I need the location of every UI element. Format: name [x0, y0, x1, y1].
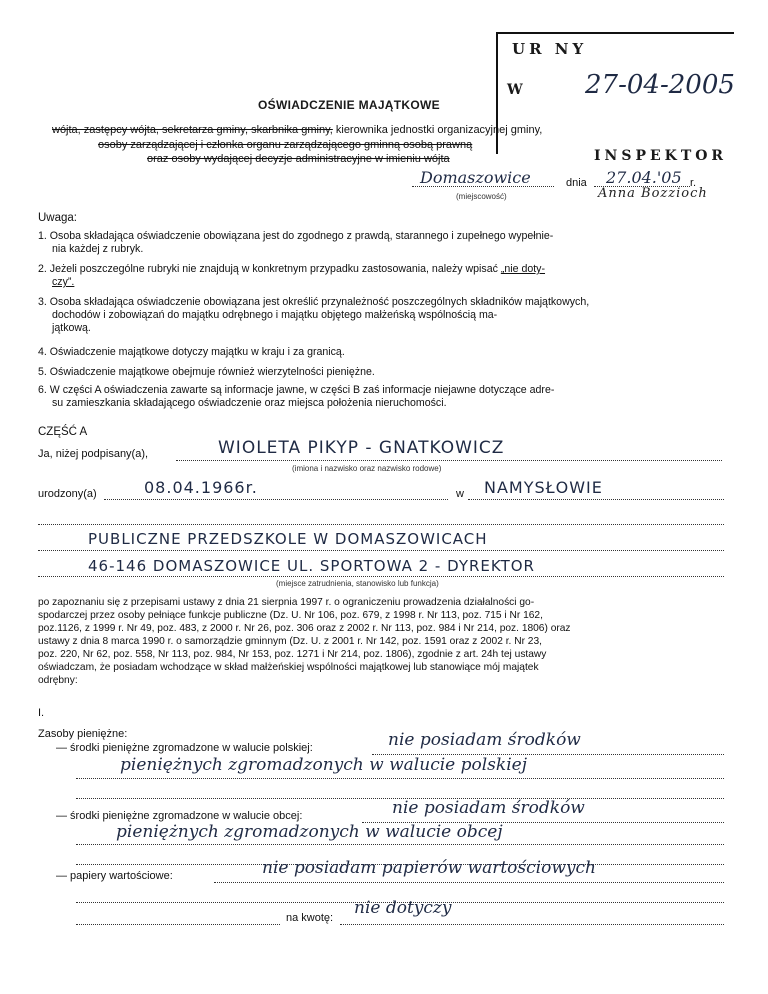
- note-5: 5. Oświadczenie majątkowe obejmuje również wierzytelności pieniężne.: [38, 366, 375, 378]
- foreign-line-2: pieniężnych zgromadzonych w walucie obcej: [116, 822, 503, 842]
- note-6: [38, 384, 726, 410]
- legal-line-3: poz.1126, z 1999 r. Nr 49, poz. 483, z 2000 r. Nr 26, poz. 306 oraz z 2002 r. Nr 113, poz. 984 i Nr 214, poz. 1806) oraz: [38, 623, 571, 634]
- stamp-top-text: UR NY: [512, 40, 588, 58]
- note-2: [38, 263, 726, 289]
- employment-dots-0: [38, 524, 724, 525]
- amount-dots: [340, 924, 724, 925]
- born-dots: [104, 499, 448, 500]
- place-value: Domaszowice: [420, 168, 531, 187]
- note-1-line-2: nia każdej z rubryk.: [52, 243, 144, 255]
- born-in-dots: [468, 499, 724, 500]
- note-1-line-1: 1. Osoba składająca oświadczenie obowiązana jest do zgodnego z prawdą, starannego i zupełnego wypełnie-: [38, 230, 554, 242]
- place-dots: [412, 186, 554, 187]
- note-3-line-2: dochodów i zobowiązań do majątku odrębnego i majątku objętego małżeńską wspólnością ma-: [52, 309, 498, 321]
- signed-label: Ja, niżej podpisany(a),: [38, 448, 149, 460]
- note-3: [38, 296, 726, 335]
- section-1-number: I.: [38, 707, 45, 719]
- note-6-line-2: su zamieszkania składającego oświadczenie oraz miejsca położenia nieruchomości.: [52, 397, 447, 409]
- header-line-1-struck: wójta, zastępcy wójta, sekretarza gminy, skarbnika gminy,: [52, 124, 333, 136]
- pln-dots-2: [76, 778, 724, 779]
- note-4: 4. Oświadczenie majątkowe dotyczy majątku w kraju i za granicą.: [38, 346, 345, 358]
- place-caption: (miejscowość): [456, 192, 507, 201]
- notes-heading: Uwaga:: [38, 212, 77, 224]
- born-in-value: NAMYSŁOWIE: [484, 478, 603, 497]
- employment-dots-2: [38, 576, 724, 577]
- legal-line-5: poz. 220, Nr 62, poz. 558, Nr 113, poz. 984, Nr 153, poz. 1271 i Nr 214, poz. 1806), zgodnie z art. 24h tej ustawy: [38, 649, 547, 660]
- securities-label: — papiery wartościowe:: [56, 870, 173, 882]
- legal-line-4: ustawy z dnia 8 marca 1990 r. o samorządzie gminnym (Dz. U. z 2001 r. Nr 142, poz. 1591 oraz z 2002 r. Nr 23,: [38, 636, 542, 647]
- born-in-label: w: [456, 488, 464, 500]
- note-3-line-3: jątkową.: [52, 322, 91, 334]
- stamp-inspector: INSPEKTOR: [594, 148, 728, 164]
- legal-line-1: po zapoznaniu się z przepisami ustawy z dnia 21 sierpnia 1997 r. o ograniczeniu prowadzenia działalności go-: [38, 597, 535, 608]
- legal-line-2: spodarczej przez osoby pełniące funkcje publiczne (Dz. U. Nr 106, poz. 679, z 1998 r. Nr 113, poz. 715 i Nr 162,: [38, 610, 543, 621]
- signed-dots: [176, 460, 722, 461]
- signed-caption: (imiona i nazwisko oraz nazwisko rodowe): [292, 464, 442, 473]
- amount-lead-dots: [76, 924, 280, 925]
- date-value: 27.04.'05: [606, 168, 682, 187]
- header-line-1-active: kierownika jednostki organizacyjnej gminy,: [332, 124, 543, 136]
- signed-value: WIOLETA PIKYP - GNATKOWICZ: [218, 438, 505, 458]
- born-value: 08.04.1966r.: [144, 478, 258, 497]
- header-line-2: osoby zarządzającej i członka organu zarządzającego gminną osobą prawną: [98, 139, 473, 151]
- date-dots: [594, 186, 690, 187]
- securities-dots-1: [214, 882, 724, 883]
- born-label: urodzony(a): [38, 488, 97, 500]
- amount-label: na kwotę:: [286, 912, 334, 924]
- employment-line-1: PUBLICZNE PRZEDSZKOLE W DOMASZOWICACH: [88, 530, 488, 548]
- note-2-line-1: 2. Jeżeli poszczególne rubryki nie znajdują w konkretnym przypadku zastosowania, należy wpisać: [38, 263, 498, 275]
- employment-line-2: 46-146 DOMASZOWICE UL. SPORTOWA 2 - DYREKTOR: [88, 557, 535, 575]
- note-6-line-1: 6. W części A oświadczenia zawarte są informacje jawne, w części B zaś informacje niejawne dotyczące adre-: [38, 384, 555, 396]
- pln-line-2: pieniężnych zgromadzonych w walucie polskiej: [120, 755, 527, 775]
- pln-label: — środki pieniężne zgromadzone w walucie polskiej:: [56, 742, 313, 754]
- foreign-label: — środki pieniężne zgromadzone w walucie obcej:: [56, 810, 303, 822]
- note-2-quote: „nie doty-: [500, 263, 546, 275]
- stamp-date-received: 27-04-2005: [585, 70, 735, 100]
- section-1-heading: Zasoby pieniężne:: [38, 728, 128, 740]
- foreign-line-1: nie posiadam środków: [392, 798, 585, 818]
- part-a-heading: CZĘŚĆ A: [38, 426, 88, 438]
- securities-value: nie posiadam papierów wartościowych: [262, 858, 596, 878]
- header-line-3: oraz osoby wydającej decyzje administracyjne w imieniu wójta: [147, 153, 450, 165]
- foreign-dots-2: [76, 844, 724, 845]
- date-prefix: dnia: [566, 177, 587, 189]
- employment-caption: (miejsce zatrudnienia, stanowisko lub funkcja): [276, 579, 439, 588]
- page-title: OŚWIADCZENIE MAJĄTKOWE: [258, 98, 440, 112]
- legal-line-6: oświadczam, że posiadam wchodzące w skład małżeńskiej wspólności majątkowej lub stanowiące mój majątek: [38, 662, 539, 673]
- legal-line-7: odrębny:: [38, 675, 78, 686]
- legal-text: [38, 596, 728, 687]
- note-2-line-2: czy”.: [52, 276, 75, 288]
- stamp-w-prefix: W: [507, 82, 523, 98]
- header-line-1: [52, 124, 542, 136]
- pln-line-1: nie posiadam środków: [388, 730, 581, 750]
- note-1: [38, 230, 726, 256]
- employment-dots-1: [38, 550, 724, 551]
- date-suffix: r.: [690, 177, 697, 189]
- note-3-line-1: 3. Osoba składająca oświadczenie obowiązana jest określić przynależność poszczególnych składników majątkowych,: [38, 296, 590, 308]
- amount-value: nie dotyczy: [354, 898, 452, 918]
- stamp-inspector-name: Anna Bozzioch: [598, 186, 708, 201]
